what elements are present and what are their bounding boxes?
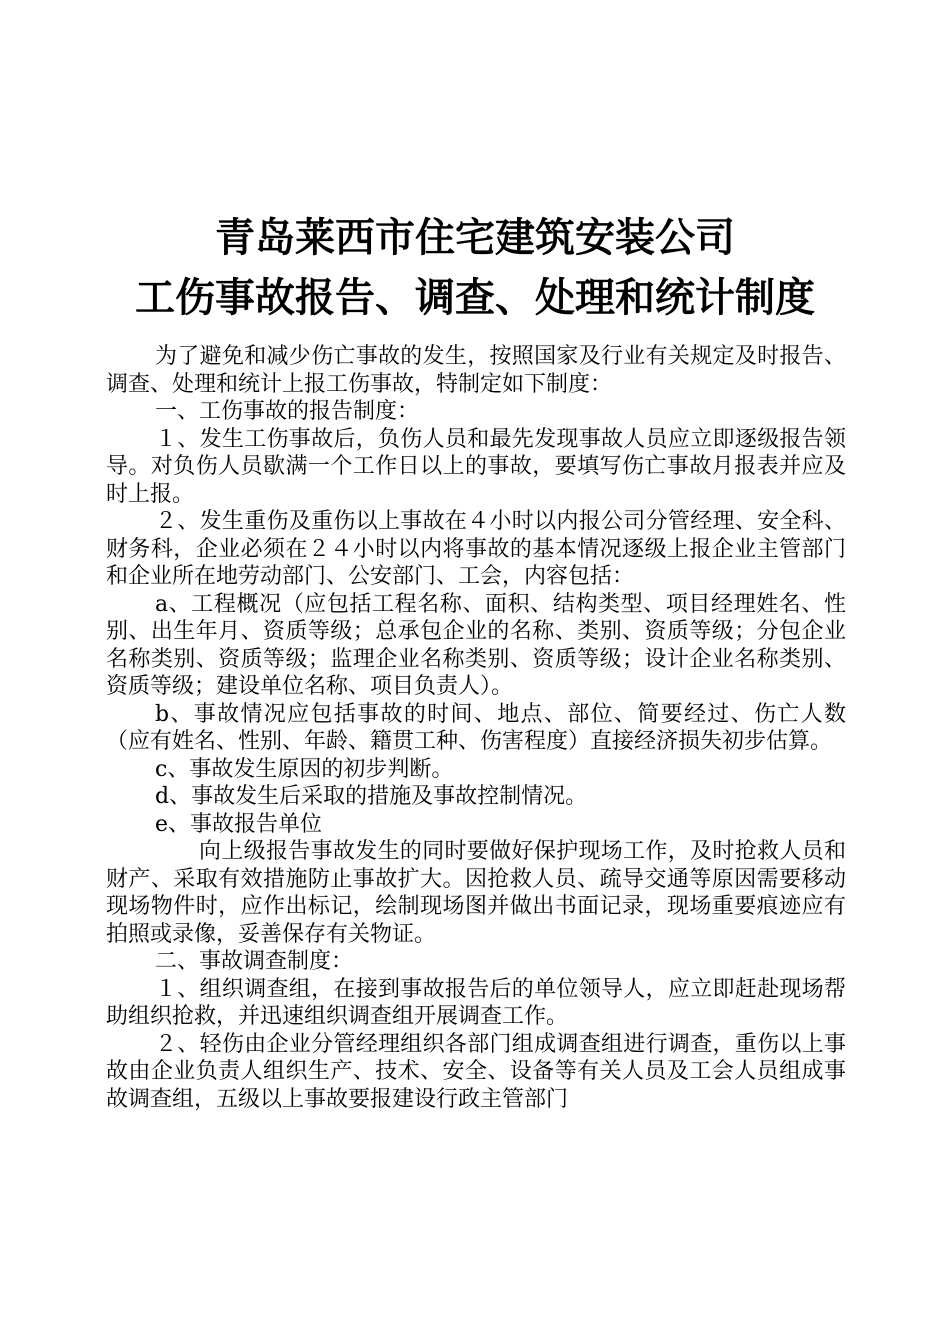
section-heading-report: 一、工伤事故的报告制度： <box>155 399 420 424</box>
report-item-2: ２、发生重伤及重伤以上事故在４小时以内报公司分管经理、安全科、财务科，企业必须在２４小时以内将事故的基本情况逐级上报企业主管部门和企业所在地劳动部门、公安部门、工会，内容包括： <box>106 509 846 589</box>
site-protection-paragraph: 向上级报告事故发生的同时要做好保护现场工作，及时抢救人员和财产、采取有效措施防止事故扩大。因抢救人员、疏导交通等原因需要移动现场物件时，应作出标记，绘制现场图并做出书面记录，现场重要痕迹应有拍照或录像，妥善保存有关物证。 <box>106 839 846 947</box>
document-body <box>106 343 846 1113</box>
report-subitem-c: c、事故发生原因的初步判断。 <box>155 756 454 782</box>
section-heading-investigation: 二、事故调查制度： <box>155 949 354 974</box>
report-subitem-a: a、工程概况（应包括工程名称、面积、结构类型、项目经理姓名、性别、出生年月、资质等级；总承包企业的名称、类别、资质等级；分包企业名称类别、资质等级；监理企业名称类别、资质等级；设计企业名称类别、资质等级；建设单位名称、项目负责人）。 <box>106 591 846 699</box>
regulation-title: 工伤事故报告、调查、处理和统计制度 <box>135 274 815 321</box>
report-subitem-b: b、事故情况应包括事故的时间、地点、部位、简要经过、伤亡人数（应有姓名、性别、年龄、籍贯工种、伤害程度）直接经济损失初步估算。 <box>106 701 846 754</box>
report-subitem-e: e、事故报告单位 <box>155 811 323 837</box>
investigation-item-1: １、组织调查组，在接到事故报告后的单位领导人，应立即赶赴现场帮助组织抢救，并迅速组织调查组开展调查工作。 <box>106 976 846 1029</box>
report-item-1: １、发生工伤事故后，负伤人员和最先发现事故人员应立即逐级报告领导。对负伤人员歇满一个工作日以上的事故，要填写伤亡事故月报表并应及时上报。 <box>106 426 846 507</box>
intro-paragraph: 为了避免和减少伤亡事故的发生，按照国家及行业有关规定及时报告、调查、处理和统计上报工伤事故，特制定如下制度： <box>106 344 846 397</box>
investigation-item-2: ２、轻伤由企业分管经理组织各部门组成调查组进行调查，重伤以上事故由企业负责人组织生产、技术、安全、设备等有关人员及工会人员组成事故调查组，五级以上事故要报建设行政主管部门 <box>106 1031 846 1112</box>
company-title: 青岛莱西市住宅建筑安装公司 <box>215 214 735 261</box>
report-subitem-d: d、事故发生后采取的措施及事故控制情况。 <box>155 784 588 809</box>
